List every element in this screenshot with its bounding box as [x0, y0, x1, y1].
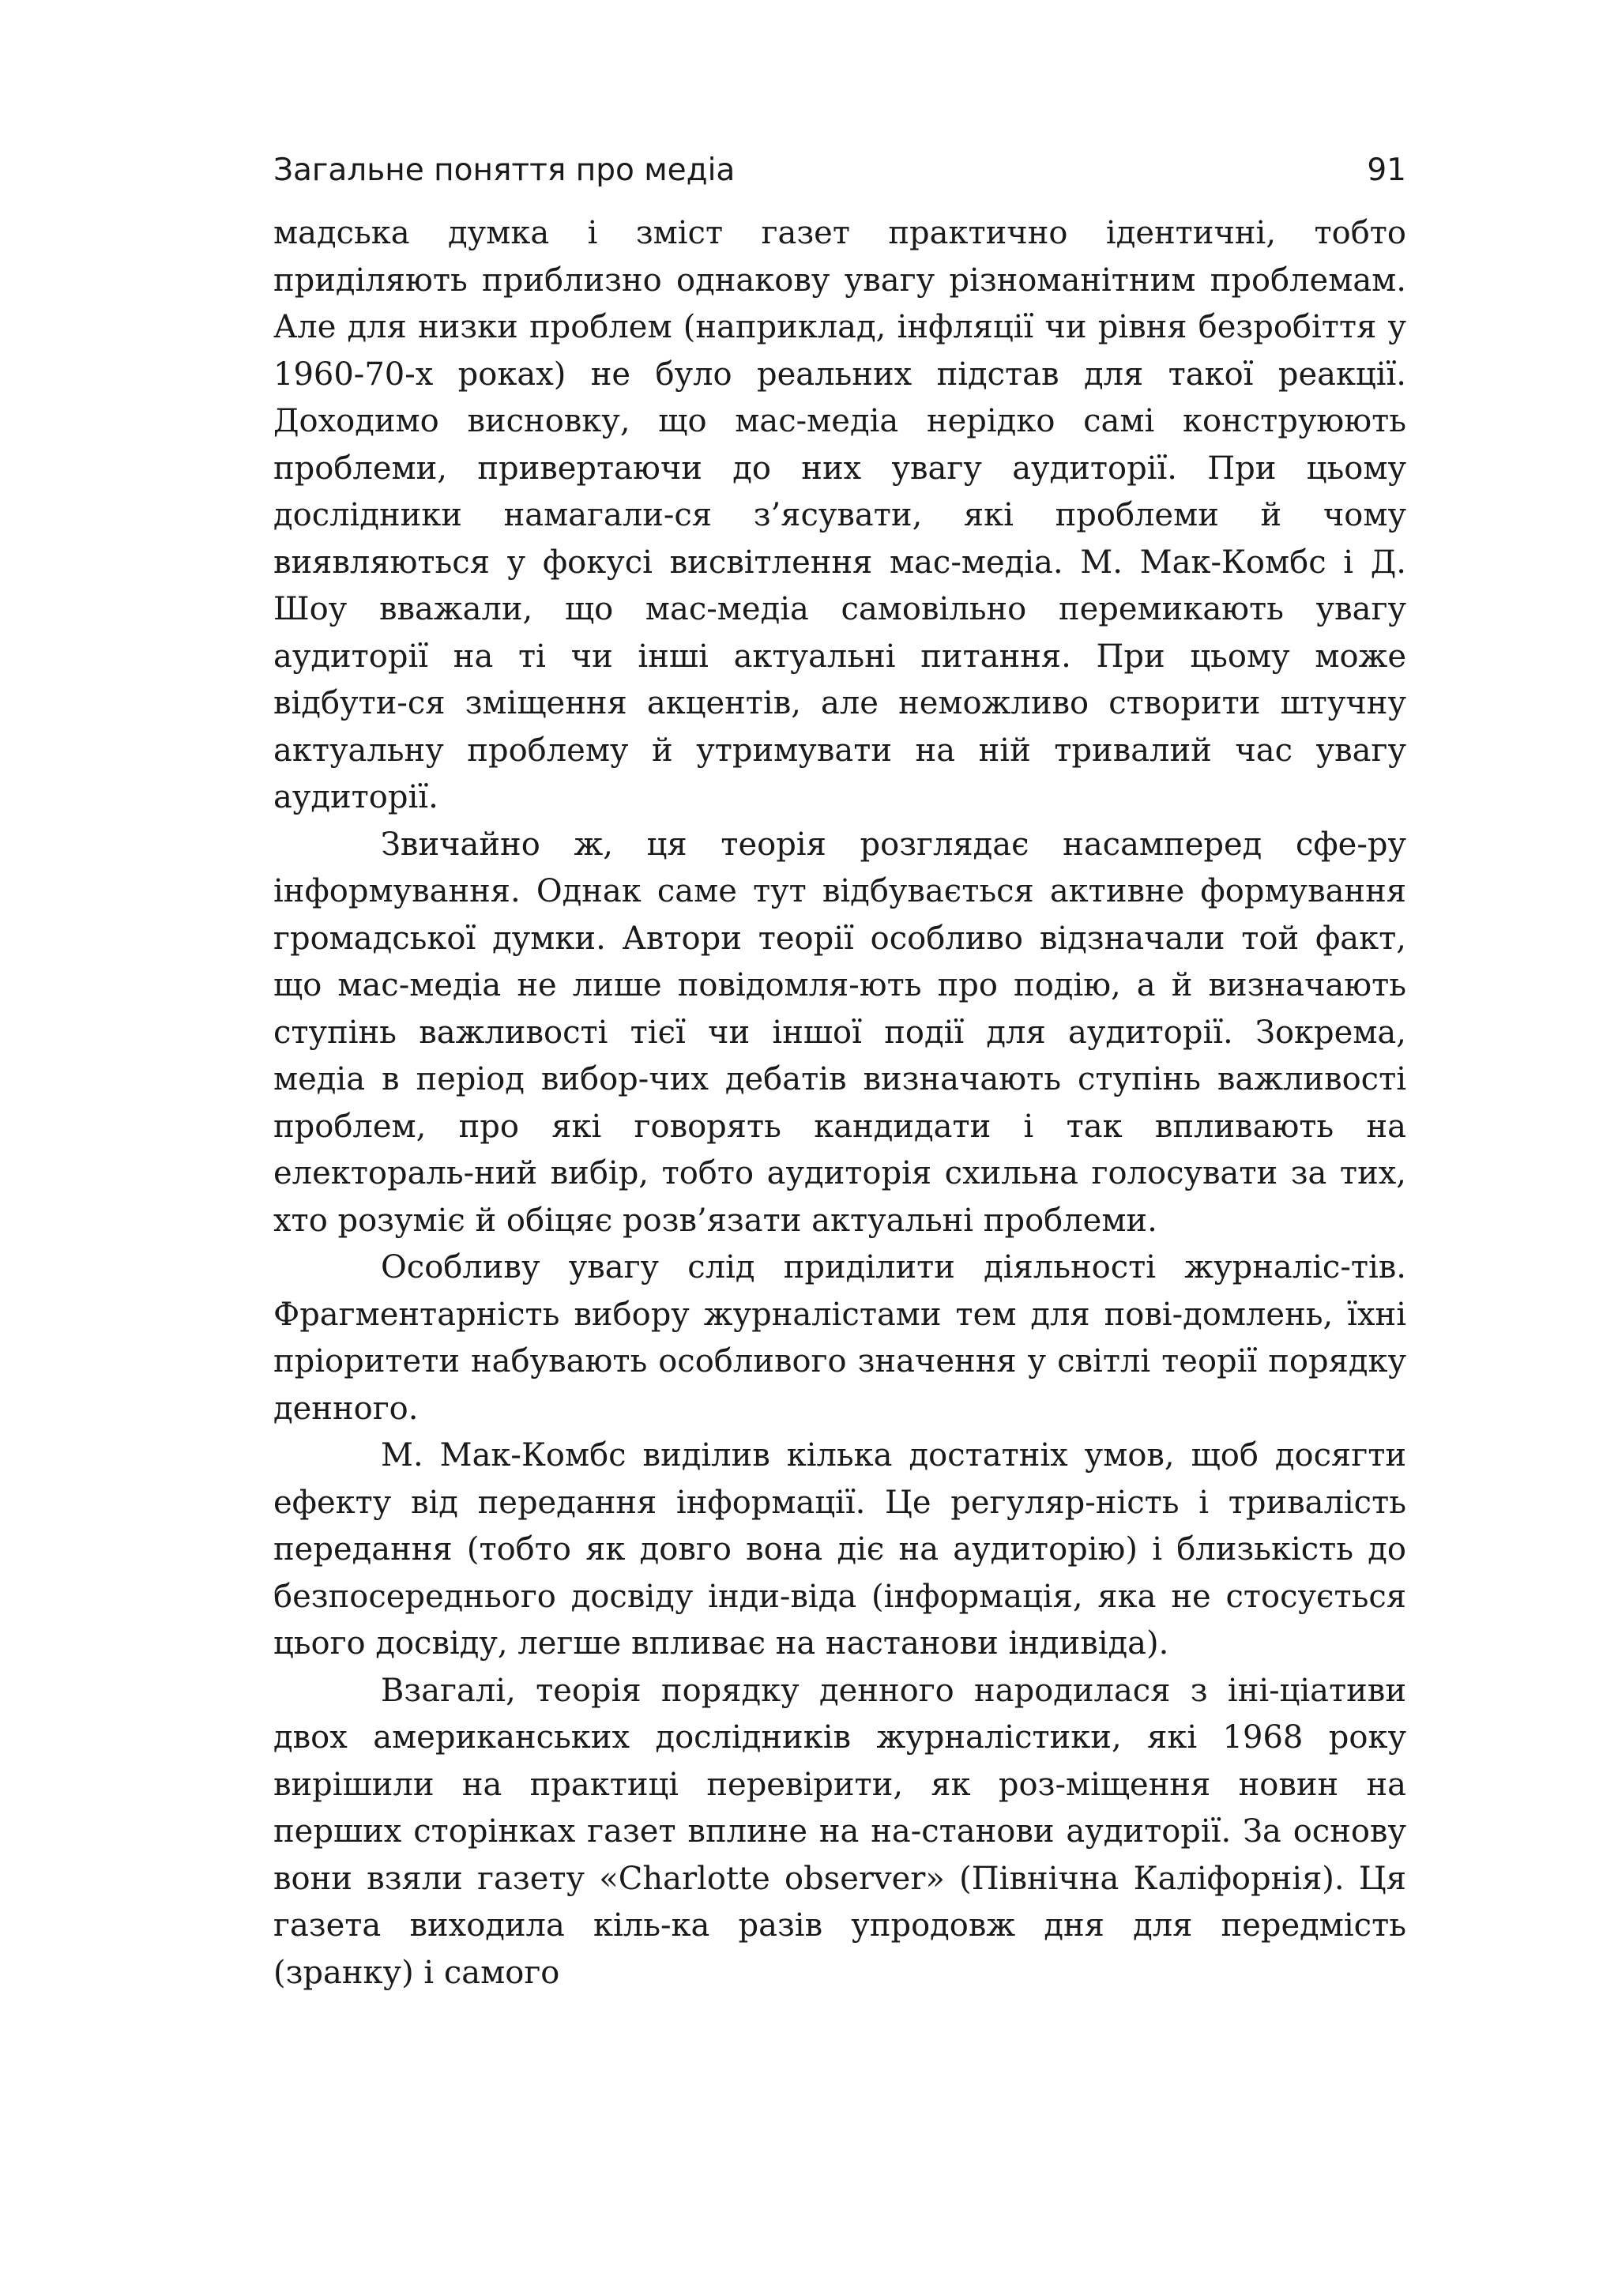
paragraph: Особливу увагу слід приділити діяльності журналіс-тів. Фрагментарність вибору журналістами тем для пові-домлень, їхні пріоритети набувають особливого значення у світлі теорії порядку денного. — [273, 1249, 1406, 1427]
body-text — [273, 210, 1406, 1997]
page-number: 91 — [1367, 152, 1406, 188]
paragraph-continuation: мадська думка і зміст газет практично ідентичні, тобто приділяють приблизно однакову увагу різноманітним проблемам. Але для низки проблем (наприклад, інфляції чи рівня безробіття у 1960-70-х роках) не було реальних підстав для такої реакції. Доходимо висновку, що мас-медіа нерідко самі конструюють проблеми, привертаючи до них увагу аудиторії. При цьому дослідники намагали-ся з’ясувати, які проблеми й чому виявляються у фокусі висвітлення мас-медіа. М. Мак-Комбс і Д. Шоу вважали, що мас-медіа самовільно перемикають увагу аудиторії на ті чи інші актуальні питання. При цьому може відбути-ся зміщення акцентів, але неможливо створити штучну актуальну проблему й утримувати на ній тривалий час увагу аудиторії. — [273, 215, 1406, 815]
paragraph: Взагалі, теорія порядку денного народилася з іні-ціативи двох американських дослідників журналістики, які 1968 року вирішили на практиці перевірити, як роз-міщення новин на перших сторінках газет вплине на на-станови аудиторії. За основу вони взяли газету «Charlotte observer» (Північна Каліфорнія). Ця газета виходила кіль-ка разів упродовж дня для передмість (зранку) і самого — [273, 1672, 1406, 1991]
running-header — [273, 147, 1406, 194]
paragraph: Звичайно ж, ця теорія розглядає насамперед сфе-ру інформування. Однак саме тут відбувається активне формування громадської думки. Автори теорії особливо відзначали той факт, що мас-медіа не лише повідомля-ють про подію, а й визначають ступінь важливості тієї чи іншої події для аудиторії. Зокрема, медіа в період вибор-чих дебатів визначають ступінь важливості проблем, про які говорять кандидати і так впливають на електораль-ний вибір, тобто аудиторія схильна голосувати за тих, хто розуміє й обіцяє розв’язати актуальні проблеми. — [273, 826, 1406, 1239]
paragraph: М. Мак-Комбс виділив кілька достатніх умов, щоб досягти ефекту від передання інформації. Це регуляр-ність і тривалість передання (тобто як довго вона діє на аудиторію) і близькість до безпосереднього досвіду інди-віда (інформація, яка не стосується цього досвіду, легше впливає на настанови індивіда). — [273, 1437, 1406, 1662]
chapter-title: Загальне поняття про медіа — [273, 152, 736, 188]
